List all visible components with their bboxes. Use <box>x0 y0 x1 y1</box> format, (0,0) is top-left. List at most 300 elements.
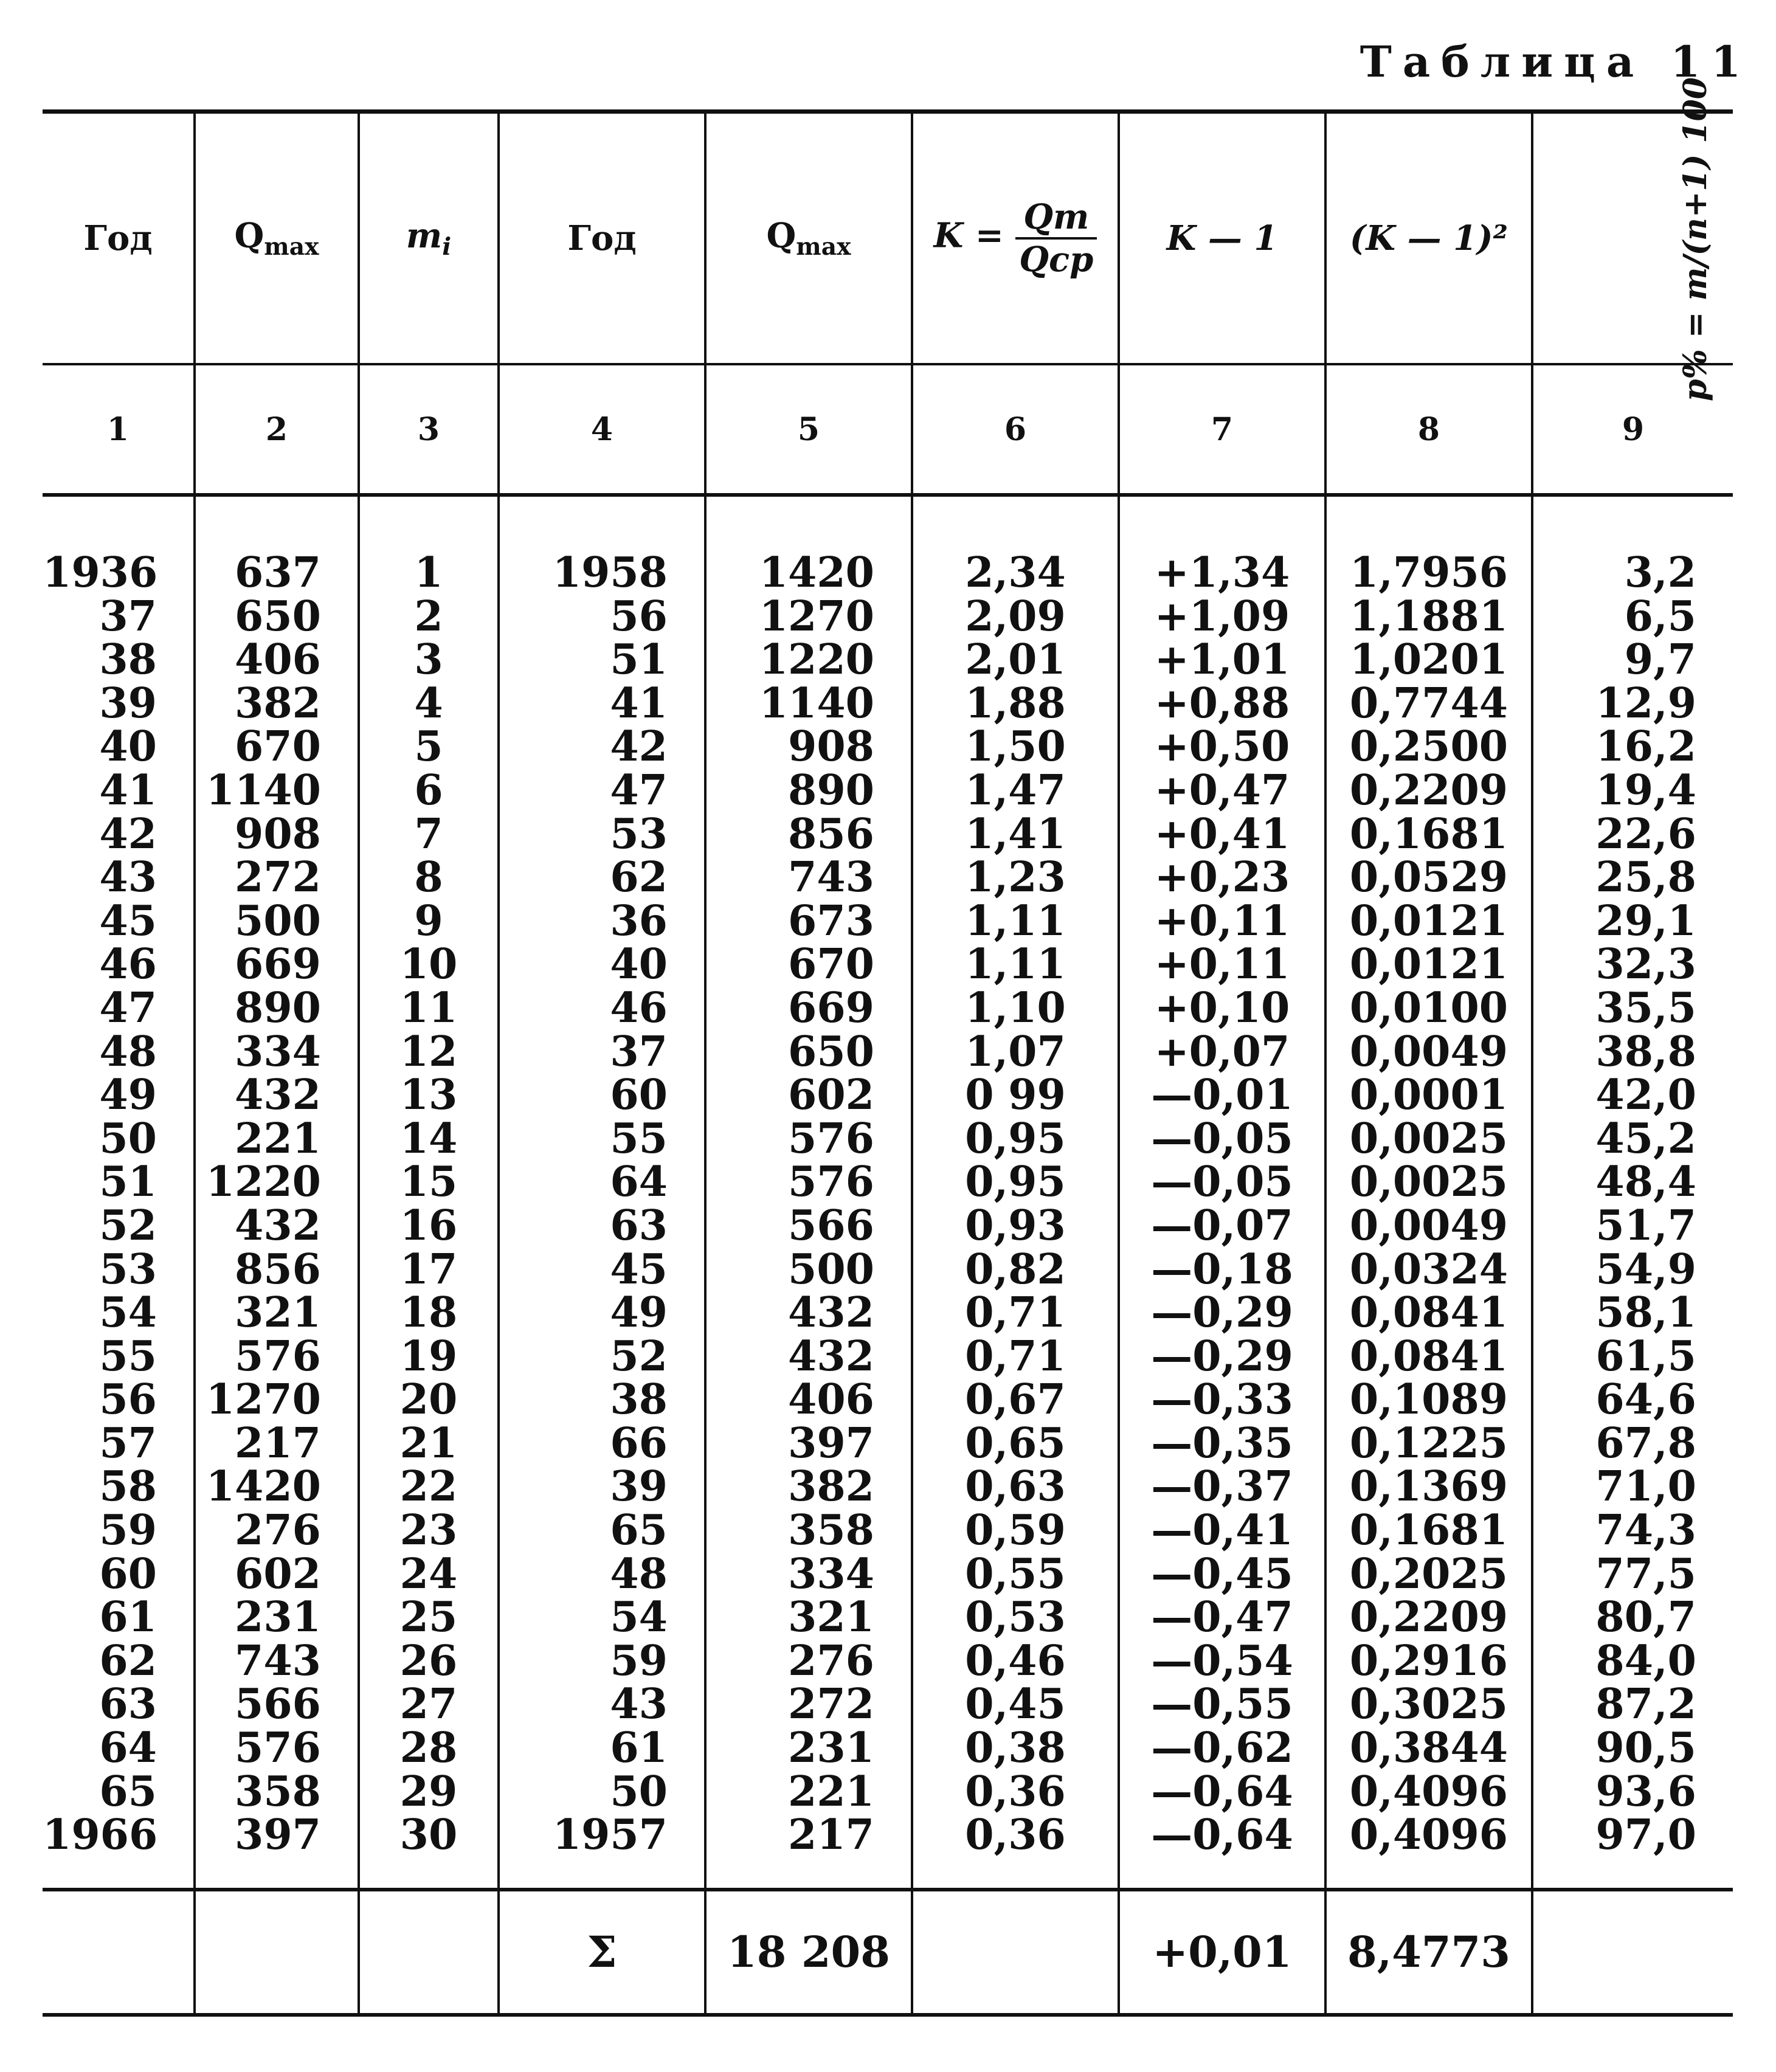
table-cell: 1,23 <box>965 853 1066 902</box>
table-cell: 0,0049 <box>1349 1027 1508 1076</box>
sigma-symbol: Σ <box>499 1890 705 2015</box>
table-cell: 38 <box>99 635 157 685</box>
table-cell: 0,55 <box>965 1549 1066 1598</box>
table-cell: 272 <box>788 1680 874 1729</box>
table-cell: 11 <box>399 983 458 1032</box>
table-cell: 22,6 <box>1595 809 1696 858</box>
table-cell: —0,55 <box>1151 1680 1293 1729</box>
table-cell: 38 <box>610 1375 668 1424</box>
table-cell: 3,2 <box>1624 548 1696 597</box>
table-cell: 0,2916 <box>1349 1636 1508 1685</box>
table-cell: 0,7744 <box>1349 679 1508 728</box>
table-cell: 40 <box>610 940 668 989</box>
table-cell: —0,64 <box>1151 1811 1293 1860</box>
table-cell: 0,36 <box>965 1811 1066 1860</box>
table-cell: 0,2025 <box>1349 1549 1508 1598</box>
table-cell: 47 <box>610 765 668 815</box>
table-cell: 60 <box>99 1549 157 1598</box>
table-cell: 61 <box>99 1593 157 1642</box>
table-cell: 221 <box>788 1767 874 1816</box>
col-number: 1 <box>43 364 195 495</box>
total-k-minus-1: +0,01 <box>1119 1890 1325 2015</box>
table-cell: 49 <box>610 1288 668 1338</box>
table-cell: 16,2 <box>1595 722 1696 772</box>
table-cell: —0,01 <box>1151 1071 1293 1120</box>
table-cell: 1,11 <box>965 940 1066 989</box>
table-cell: 1,07 <box>965 1027 1066 1076</box>
table-cell: 500 <box>235 896 321 945</box>
table-cell: 35,5 <box>1595 983 1696 1032</box>
table-cell: 14 <box>399 1114 458 1163</box>
totals-empty <box>1532 1890 1733 2015</box>
col-number: 9 <box>1532 364 1733 495</box>
table-cell: 856 <box>235 1245 321 1294</box>
table-cell: 670 <box>788 940 874 989</box>
table-cell: 0,0529 <box>1349 853 1508 902</box>
table-cell: 334 <box>235 1027 321 1076</box>
table-cell: 0,95 <box>965 1158 1066 1207</box>
table-cell: 64 <box>99 1724 157 1773</box>
table-cell: 0,0001 <box>1349 1071 1508 1120</box>
table-cell: 56 <box>99 1375 157 1424</box>
table-cell: 432 <box>788 1288 874 1338</box>
table-cell: 63 <box>99 1680 157 1729</box>
total-k-minus-1-sq: 8,4773 <box>1325 1890 1532 2015</box>
table-cell: 65 <box>99 1767 157 1816</box>
table-cell: 0,0049 <box>1349 1201 1508 1250</box>
table-cell: 26 <box>399 1636 458 1685</box>
table-cell: 42 <box>610 722 668 772</box>
data-body-row <box>43 495 1733 1890</box>
table-cell: 24 <box>399 1549 458 1598</box>
table-cell: 1,0201 <box>1349 635 1508 685</box>
table-cell: 0,0100 <box>1349 983 1508 1032</box>
table-cell: 80,7 <box>1595 1593 1696 1642</box>
table-cell: 1270 <box>206 1375 321 1424</box>
table-cell: 54,9 <box>1595 1245 1696 1294</box>
data-table <box>43 77 1733 2017</box>
header-m: $m_i$ <box>359 112 499 365</box>
table-cell: 47 <box>99 983 157 1032</box>
table-cell: 8 <box>414 853 443 902</box>
table-cell: —0,64 <box>1151 1767 1293 1816</box>
table-cell: 334 <box>788 1549 874 1598</box>
column-year <box>43 495 195 1890</box>
table-cell: 0,93 <box>965 1201 1066 1250</box>
table-cell: +0,23 <box>1154 853 1290 902</box>
table-cell: 576 <box>788 1114 874 1163</box>
table-cell: +0,10 <box>1154 983 1290 1032</box>
table-cell: 59 <box>99 1506 157 1555</box>
table-cell: 743 <box>788 853 874 902</box>
table-cell: 432 <box>788 1331 874 1381</box>
table-cell: 64 <box>610 1158 668 1207</box>
table-cell: 1,7956 <box>1349 548 1508 597</box>
table-cell: 87,2 <box>1595 1680 1696 1729</box>
table-cell: 6 <box>414 765 443 815</box>
table-cell: 39 <box>99 679 157 728</box>
table-cell: 0,0841 <box>1349 1288 1508 1338</box>
table-cell: 0,0025 <box>1349 1158 1508 1207</box>
table-cell: 432 <box>235 1201 321 1250</box>
table-cell: 9,7 <box>1624 635 1696 685</box>
column-k <box>912 495 1119 1890</box>
table-cell: 67,8 <box>1595 1418 1696 1468</box>
column-p <box>1532 495 1733 1890</box>
table-cell: 0,1369 <box>1349 1462 1508 1511</box>
table-cell: 358 <box>788 1506 874 1555</box>
table-cell: 566 <box>235 1680 321 1729</box>
table-cell: 29 <box>399 1767 458 1816</box>
col-number: 2 <box>195 364 359 495</box>
table-cell: 1220 <box>759 635 874 685</box>
table-cell: 1,11 <box>965 896 1066 945</box>
table-cell: 66 <box>610 1418 668 1468</box>
table-cell: 45 <box>610 1245 668 1294</box>
table-cell: 59 <box>610 1636 668 1685</box>
table-cell: 1,47 <box>965 765 1066 815</box>
table-cell: +0,11 <box>1154 940 1290 989</box>
table-cell: 0,38 <box>965 1724 1066 1773</box>
table-cell: 71,0 <box>1595 1462 1696 1511</box>
table-cell: 63 <box>610 1201 668 1250</box>
table-cell: +0,11 <box>1154 896 1290 945</box>
table-cell: 1 <box>414 548 443 597</box>
table-cell: 908 <box>235 809 321 858</box>
table-cell: 650 <box>235 592 321 641</box>
table-cell: 50 <box>99 1114 157 1163</box>
table-cell: 41 <box>610 679 668 728</box>
table-cell: 0,0121 <box>1349 896 1508 945</box>
table-cell: 19 <box>399 1331 458 1381</box>
header-qmax: $Q_{max}$ <box>195 112 359 365</box>
table-cell: 2,09 <box>965 592 1066 641</box>
table-cell: +0,88 <box>1154 679 1290 728</box>
table-cell: 48 <box>610 1549 668 1598</box>
table-cell: 0,0121 <box>1349 940 1508 989</box>
table-cell: 12 <box>399 1027 458 1076</box>
table-cell: 856 <box>788 809 874 858</box>
table-cell: 30 <box>399 1811 458 1860</box>
table-cell: —0,45 <box>1151 1549 1293 1598</box>
table-cell: 50 <box>610 1767 668 1816</box>
table-cell: 0,71 <box>965 1288 1066 1338</box>
col-number: 5 <box>705 364 912 495</box>
column-k-minus-1 <box>1119 495 1325 1890</box>
table-cell: 673 <box>788 896 874 945</box>
table-cell: —0,47 <box>1151 1593 1293 1642</box>
totals-empty <box>359 1890 499 2015</box>
table-cell: 40 <box>99 722 157 772</box>
table-cell: 84,0 <box>1595 1636 1696 1685</box>
total-qmax: 18 208 <box>705 1890 912 2015</box>
header-year: Год <box>43 112 195 365</box>
table-cell: 15 <box>399 1158 458 1207</box>
totals-empty <box>912 1890 1119 2015</box>
table-cell: 25 <box>399 1593 458 1642</box>
table-cell: 358 <box>235 1767 321 1816</box>
table-cell: 45 <box>99 896 157 945</box>
table-cell: 231 <box>235 1593 321 1642</box>
table-cell: 48 <box>99 1027 157 1076</box>
table-cell: 58 <box>99 1462 157 1511</box>
table-cell: 0,0841 <box>1349 1331 1508 1381</box>
table-cell: 908 <box>788 722 874 772</box>
table-cell: 500 <box>788 1245 874 1294</box>
table-cell: 54 <box>610 1593 668 1642</box>
table-cell: 58,1 <box>1595 1288 1696 1338</box>
table-cell: 321 <box>235 1288 321 1338</box>
table-cell: +1,01 <box>1154 635 1290 685</box>
table-cell: 321 <box>788 1593 874 1642</box>
table-cell: 53 <box>610 809 668 858</box>
table-cell: 1420 <box>759 548 874 597</box>
column-m <box>359 495 499 1890</box>
table-cell: 51 <box>99 1158 157 1207</box>
table-cell: 27 <box>399 1680 458 1729</box>
table-cell: 37 <box>610 1027 668 1076</box>
table-cell: —0,35 <box>1151 1418 1293 1468</box>
table-cell: —0,05 <box>1151 1114 1293 1163</box>
table-caption: Таблица 11 <box>1360 36 1752 87</box>
table-cell: 77,5 <box>1595 1549 1696 1598</box>
table-cell: 36 <box>610 896 668 945</box>
table-cell: 1957 <box>552 1811 668 1860</box>
table-cell: 13 <box>399 1071 458 1120</box>
table-cell: 1958 <box>552 548 668 597</box>
table-cell: 43 <box>610 1680 668 1729</box>
table-cell: 0,1681 <box>1349 1506 1508 1555</box>
col-number: 3 <box>359 364 499 495</box>
totals-empty <box>195 1890 359 2015</box>
header-year-sorted: Год <box>499 112 705 365</box>
table-cell: 576 <box>235 1724 321 1773</box>
table-cell: 637 <box>235 548 321 597</box>
table-cell: 52 <box>610 1331 668 1381</box>
table-cell: 669 <box>235 940 321 989</box>
table-cell: —0,41 <box>1151 1506 1293 1555</box>
table-cell: 1220 <box>206 1158 321 1207</box>
table-cell: 1,50 <box>965 722 1066 772</box>
table-cell: 650 <box>788 1027 874 1076</box>
table-cell: 0,3025 <box>1349 1680 1508 1729</box>
table-cell: 25,8 <box>1595 853 1696 902</box>
table-cell: 0,45 <box>965 1680 1066 1729</box>
table-cell: 1936 <box>43 548 158 597</box>
table-cell: 0,2500 <box>1349 722 1508 772</box>
table-cell: 743 <box>235 1636 321 1685</box>
table-cell: 576 <box>788 1158 874 1207</box>
table-cell: 0,53 <box>965 1593 1066 1642</box>
table-cell: 51 <box>610 635 668 685</box>
table-cell: 0,67 <box>965 1375 1066 1424</box>
table-cell: 0,1681 <box>1349 809 1508 858</box>
table-cell: 38,8 <box>1595 1027 1696 1076</box>
column-qmax <box>195 495 359 1890</box>
table-cell: 46 <box>610 983 668 1032</box>
table-cell: 20 <box>399 1375 458 1424</box>
col-number: 8 <box>1325 364 1532 495</box>
table-cell: 566 <box>788 1201 874 1250</box>
table-cell: 32,3 <box>1595 940 1696 989</box>
table-cell: 669 <box>788 983 874 1032</box>
table-cell: 1,88 <box>965 679 1066 728</box>
table-cell: 1140 <box>206 765 321 815</box>
table-cell: 90,5 <box>1595 1724 1696 1773</box>
column-year-sorted <box>499 495 705 1890</box>
table-cell: 62 <box>610 853 668 902</box>
table-cell: 46 <box>99 940 157 989</box>
table-cell: 2,01 <box>965 635 1066 685</box>
table-cell: 890 <box>788 765 874 815</box>
table-cell: 276 <box>235 1506 321 1555</box>
col-number: 6 <box>912 364 1119 495</box>
table-cell: 0,95 <box>965 1114 1066 1163</box>
header-k-minus-1-sq: (K — 1)² <box>1325 112 1532 365</box>
table-cell: 19,4 <box>1595 765 1696 815</box>
table-cell: 406 <box>788 1375 874 1424</box>
table-cell: 51,7 <box>1595 1201 1696 1250</box>
header-k-minus-1: K — 1 <box>1119 112 1325 365</box>
table-cell: 55 <box>610 1114 668 1163</box>
column-number-row <box>43 364 1733 495</box>
table-cell: —0,29 <box>1151 1288 1293 1338</box>
col-number: 7 <box>1119 364 1325 495</box>
table-cell: 3 <box>414 635 443 685</box>
table-cell: 42 <box>99 809 157 858</box>
table-cell: +0,47 <box>1154 765 1290 815</box>
table-cell: 0,65 <box>965 1418 1066 1468</box>
header-qmax-sorted: $Q_{max}$ <box>705 112 912 365</box>
table-cell: 1420 <box>206 1462 321 1511</box>
totals-empty <box>43 1890 195 2015</box>
table-cell: 53 <box>99 1245 157 1294</box>
column-qmax-sorted <box>705 495 912 1890</box>
table-cell: 5 <box>414 722 443 772</box>
table-cell: 6,5 <box>1624 592 1696 641</box>
table-cell: 48,4 <box>1595 1158 1696 1207</box>
column-k-minus-1-sq <box>1325 495 1532 1890</box>
table-cell: 397 <box>788 1418 874 1468</box>
table-cell: 0,59 <box>965 1506 1066 1555</box>
table-cell: 7 <box>414 809 443 858</box>
table-cell: 41 <box>99 765 157 815</box>
table-cell: 62 <box>99 1636 157 1685</box>
table-cell: 432 <box>235 1071 321 1120</box>
table-cell: 0,1089 <box>1349 1375 1508 1424</box>
table-cell: +0,50 <box>1154 722 1290 772</box>
table-cell: 39 <box>610 1462 668 1511</box>
table-cell: 890 <box>235 983 321 1032</box>
table-cell: 0 99 <box>965 1071 1066 1120</box>
table-cell: 0,4096 <box>1349 1767 1508 1816</box>
table-cell: 0,71 <box>965 1331 1066 1381</box>
table-cell: —0,29 <box>1151 1331 1293 1381</box>
table-cell: 37 <box>99 592 157 641</box>
table-cell: 0,2209 <box>1349 1593 1508 1642</box>
table-cell: 57 <box>99 1418 157 1468</box>
table-cell: 4 <box>414 679 443 728</box>
col-number: 4 <box>499 364 705 495</box>
table-cell: 55 <box>99 1331 157 1381</box>
table-cell: 276 <box>788 1636 874 1685</box>
table-cell: 64,6 <box>1595 1375 1696 1424</box>
totals-row <box>43 1890 1733 2015</box>
table-cell: 2,34 <box>965 548 1066 597</box>
table-cell: 61,5 <box>1595 1331 1696 1381</box>
table-cell: 23 <box>399 1506 458 1555</box>
table-cell: 670 <box>235 722 321 772</box>
table-cell: 382 <box>235 679 321 728</box>
table-cell: 18 <box>399 1288 458 1338</box>
table-cell: 221 <box>235 1114 321 1163</box>
table-cell: 0,36 <box>965 1767 1066 1816</box>
table-cell: +1,09 <box>1154 592 1290 641</box>
table-cell: 28 <box>399 1724 458 1773</box>
table-cell: 97,0 <box>1595 1811 1696 1860</box>
table-cell: 0,82 <box>965 1245 1066 1294</box>
table-cell: 61 <box>610 1724 668 1773</box>
table-cell: 272 <box>235 853 321 902</box>
table-cell: —0,33 <box>1151 1375 1293 1424</box>
table-cell: 217 <box>235 1418 321 1468</box>
table-cell: 1,1881 <box>1349 592 1508 641</box>
table-cell: 602 <box>788 1071 874 1120</box>
table-cell: 52 <box>99 1201 157 1250</box>
table-cell: —0,54 <box>1151 1636 1293 1685</box>
table-cell: 0,0324 <box>1349 1245 1508 1294</box>
table-cell: 0,2209 <box>1349 765 1508 815</box>
table-cell: —0,62 <box>1151 1724 1293 1773</box>
table-cell: 17 <box>399 1245 458 1294</box>
table-cell: 382 <box>788 1462 874 1511</box>
table-cell: 10 <box>399 940 458 989</box>
table-cell: 22 <box>399 1462 458 1511</box>
table-cell: +0,41 <box>1154 809 1290 858</box>
table-cell: 0,0025 <box>1349 1114 1508 1163</box>
table-cell: 0,3844 <box>1349 1724 1508 1773</box>
table-cell: 0,46 <box>965 1636 1066 1685</box>
table-cell: —0,37 <box>1151 1462 1293 1511</box>
table-cell: 56 <box>610 592 668 641</box>
table-cell: 1,41 <box>965 809 1066 858</box>
table-cell: 217 <box>788 1811 874 1860</box>
table-cell: —0,05 <box>1151 1158 1293 1207</box>
table-cell: 43 <box>99 853 157 902</box>
table-cell: 0,63 <box>965 1462 1066 1511</box>
table-cell: 42,0 <box>1595 1071 1696 1120</box>
table-cell: 49 <box>99 1071 157 1120</box>
table-cell: 1,10 <box>965 983 1066 1032</box>
table-cell: —0,18 <box>1151 1245 1293 1294</box>
table-cell: 0,1225 <box>1349 1418 1508 1468</box>
table-cell: 93,6 <box>1595 1767 1696 1816</box>
table-cell: 54 <box>99 1288 157 1338</box>
table-cell: 576 <box>235 1331 321 1381</box>
table-cell: 12,9 <box>1595 679 1696 728</box>
header-p-percent: p% = m/(n+1) 100 <box>1532 112 1733 365</box>
table-cell: +1,34 <box>1154 548 1290 597</box>
header-k: K = $\frac{Qm}{\text{Qср}}$ <box>912 112 1119 365</box>
table-cell: 45,2 <box>1595 1114 1696 1163</box>
table-cell: —0,07 <box>1151 1201 1293 1250</box>
table-cell: 397 <box>235 1811 321 1860</box>
table-cell: 1140 <box>759 679 874 728</box>
table-cell: 231 <box>788 1724 874 1773</box>
table-cell: +0,07 <box>1154 1027 1290 1076</box>
table-cell: 2 <box>414 592 443 641</box>
table-cell: 1966 <box>43 1811 158 1860</box>
